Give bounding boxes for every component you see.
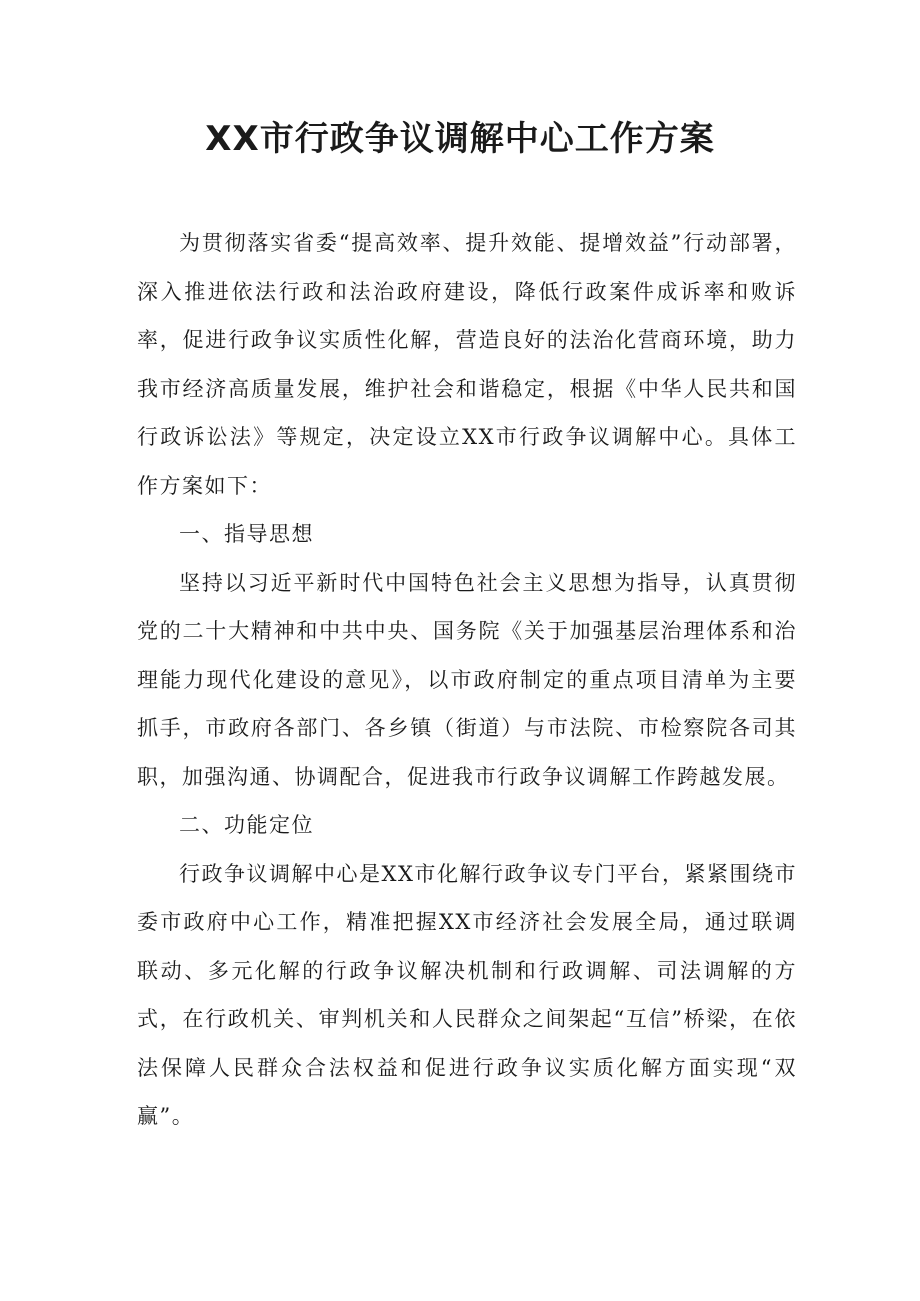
section-body-functional-positioning: 行政争议调解中心是XX市化解行政争议专门平台，紧紧围绕市委市政府中心工作，精准把握XX市经济社会发展全局，通过联调联动、多元化解的行政争议解决机制和行政调解、司法调解的方式，在行政机关、审判机关和人民群众之间架起“互信”桥梁，在依法保障人民群众合法权益和促进行政争议实质化解方面实现“双赢”。 — [137, 861, 797, 1128]
section-body-guiding-ideology: 坚持以习近平新时代中国特色社会主义思想为指导，认真贯彻党的二十大精神和中共中央、国务院《关于加强基层治理体系和治理能力现代化建设的意见》，以市政府制定的重点项目清单为主要抓手，市政府各部门、各乡镇（街道）与市法院、市检察院各司其职，加强沟通、协调配合，促进我市行政争议调解工作跨越发展。 — [137, 570, 797, 789]
section-heading-functional-positioning: 二、功能定位 — [179, 813, 314, 837]
section-heading-guiding-ideology: 一、指导思想 — [179, 522, 314, 546]
intro-paragraph: 为贯彻落实省委“提高效率、提升效能、提增效益”行动部署，深入推进依法行政和法治政府建设，降低行政案件成诉率和败诉率，促进行政争议实质性化解，营造良好的法治化营商环境，助力我市经济高质量发展，维护社会和谐稳定，根据《中华人民共和国行政诉讼法》等规定，决定设立XX市行政争议调解中心。具体工作方案如下： — [137, 231, 797, 498]
document-title: XX市行政争议调解中心工作方案 — [205, 119, 715, 159]
document-body — [137, 219, 797, 1141]
